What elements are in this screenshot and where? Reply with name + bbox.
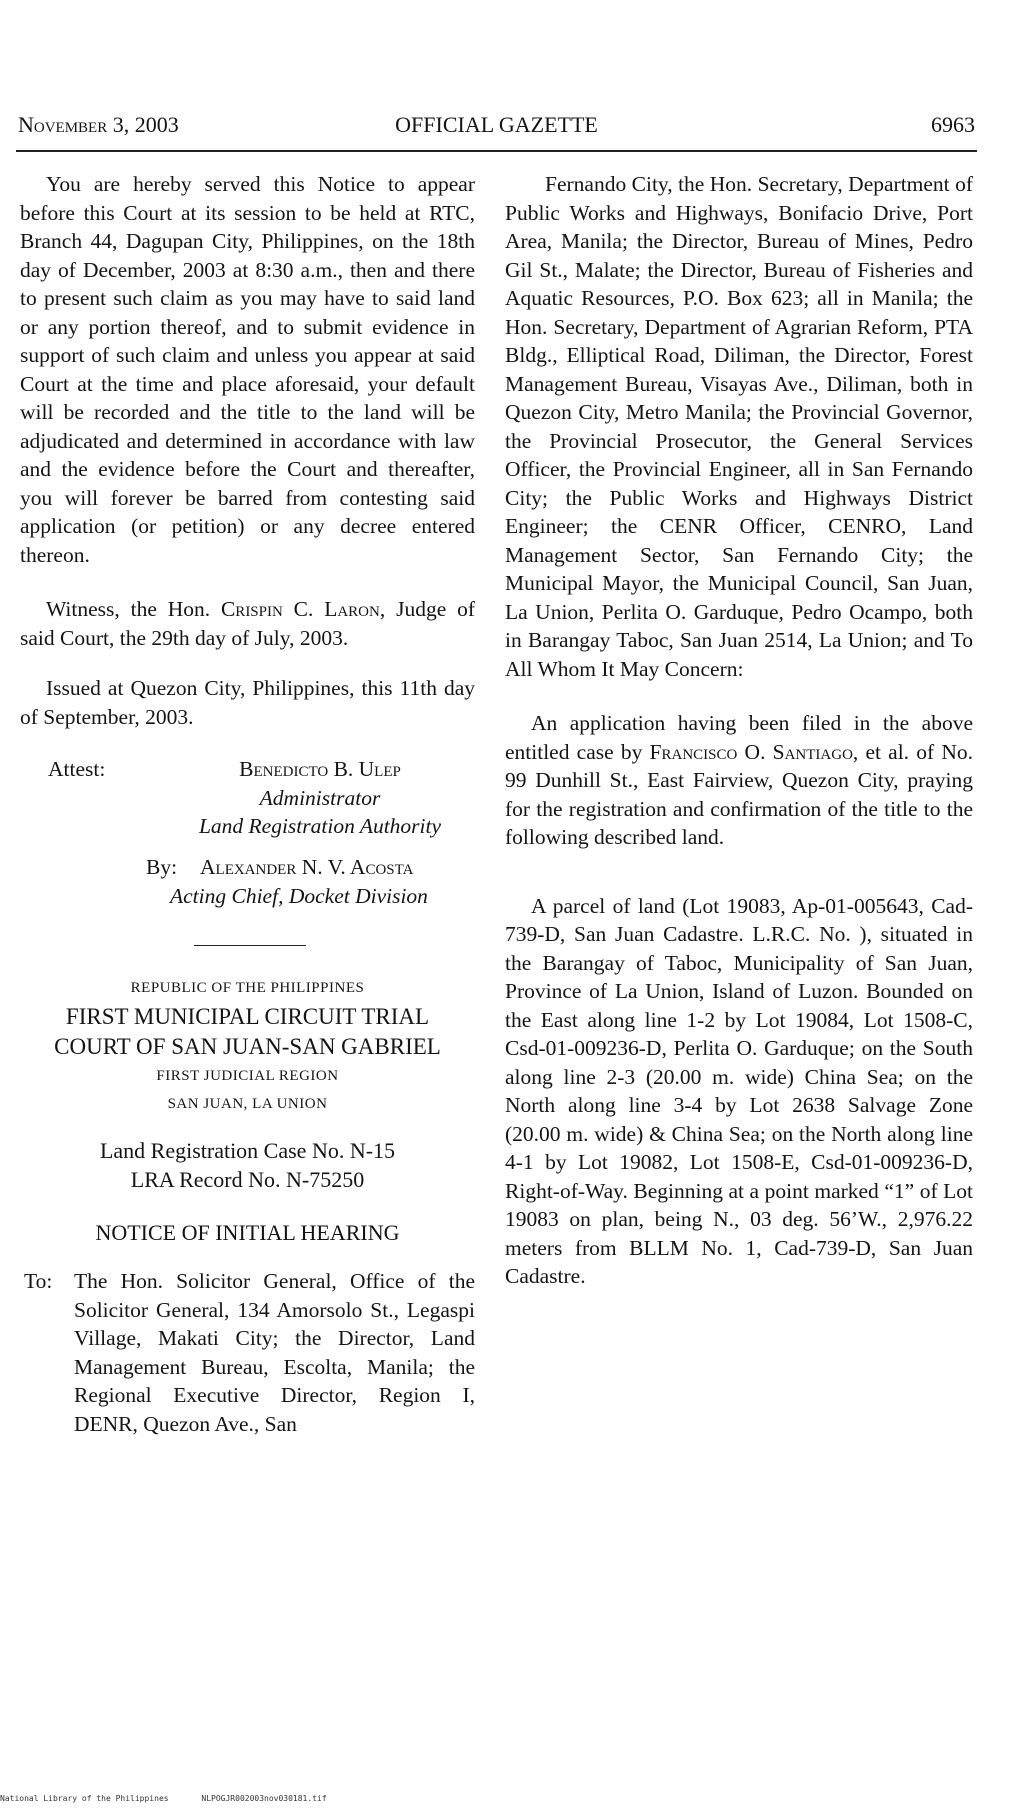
court-name-line1: FIRST MUNICIPAL CIRCUIT TRIAL <box>65 1004 430 1029</box>
docket-chief-name: Alexander N. V. Acosta <box>200 855 414 879</box>
case-number: Land Registration Case No. N-15 <box>99 1138 396 1163</box>
notice-paragraph: You are hereby served this Notice to appear before this Court at its session to be held at RTC, Branch 44, Dagupan City, Philippines, on the 18th day of December, 2003 at 8:30 a.m., then and there to present such claim as you may have to said land or any portion thereof, and to submit evidence in support of such claim and unless you appear at said Court at the time and place aforesaid, your default will be recorded and the title to the land will be adjudicated and determined in accordance with law and the evidence before the Court and thereafter, you will forever be barred from contesting said application (or petition) or any decree entered thereon. <box>20 172 475 567</box>
parcel-description: A parcel of land (Lot 19083, Ap-01-005643, Cad-739-D, San Juan Cadastre. L.R.C. No. ), situated in the Barangay of Taboc, Municipality of San Juan, Province of La Union, Island of Luzon. Bounded on the East along line 1-2 by Lot 19084, Lot 1508-C, Csd-01-009236-D, Perlita O. Garduque; on the South along line 2-3 (20.00 m. wide) China Sea; on the North along line 3-4 by Lot 2638 Salvage Zone (20.00 m. wide) & China Sea; on the North along line 4-1 by Lot 19082, Lot 1508-E, Csd-01-009236-D, Right-of-Way. Beginning at a point marked “1” of Lot 19083 on plan, being N., 03 deg. 56’W., 2,976.22 meters from BLLM No. 1, Cad-739-D, San Juan Cadastre. <box>505 893 973 1288</box>
publication-title: OFFICIAL GAZETTE <box>395 112 598 137</box>
application-paragraph: An application having been filed in the above entitled case by Francisco O. Santiago, et al. of No. 99 Dunhill St., East Fairview, Quezon City, praying for the registration and confirmation of the title to the following described land. <box>505 711 973 849</box>
administrator-title: Administrator <box>259 785 381 810</box>
republic-line: REPUBLIC OF THE PHILIPPINES <box>130 980 365 996</box>
running-header <box>18 112 975 146</box>
lra-record-number: LRA Record No. N-75250 <box>130 1167 365 1192</box>
notice-title: NOTICE OF INITIAL HEARING <box>95 1220 400 1245</box>
by-block <box>20 853 475 913</box>
to-block <box>20 1267 475 1438</box>
issued-paragraph: Issued at Quezon City, Philippines, this 11th day of September, 2003. <box>20 676 475 729</box>
attest-label: Attest: <box>48 757 106 781</box>
addressee-list-start: The Hon. Solicitor General, Office of the Solicitor General, 134 Amorsolo St., Legaspi Village, Makati City; the Director, Land Management Bureau, Escolta, Manila; the Regional Executive Director, Region I, DENR, Quezon Ave., San <box>74 1269 475 1436</box>
administrator-name: Benedicto B. Ulep <box>239 757 401 781</box>
court-name-line2: COURT OF SAN JUAN-SAN GABRIEL <box>54 1034 441 1059</box>
witness-paragraph: Witness, the Hon. Crispin C. Laron, Judge of said Court, the 29th day of July, 2003. <box>20 597 475 650</box>
applicant-name: Francisco O. Santiago <box>649 739 853 764</box>
docket-chief-title: Acting Chief, Docket Division <box>170 884 428 908</box>
page-number: 6963 <box>931 112 975 137</box>
header-rule <box>16 150 977 152</box>
library-credit: National Library of the Philippines <box>0 1794 169 1803</box>
judge-name: Crispin C. Laron <box>220 597 380 621</box>
by-label: By: <box>146 855 178 879</box>
attest-signatory <box>170 755 470 841</box>
agency-name: Land Registration Authority <box>198 814 442 838</box>
right-column <box>505 170 973 1291</box>
court-location: SAN JUAN, LA UNION <box>167 1096 328 1112</box>
judicial-region: FIRST JUDICIAL REGION <box>156 1068 339 1084</box>
addressee-list-continued: Fernando City, the Hon. Secretary, Department of Public Works and Highways, Bonifacio Drive, Port Area, Manila; the Director, Bureau of Mines, Pedro Gil St., Malate; the Director, Bureau of Fisheries and Aquatic Resources, P.O. Box 623; all in Manila; the Hon. Secretary, Department of Agrarian Reform, PTA Bldg., Elliptical Road, Diliman, the Director, Forest Management Bureau, Visayas Ave., Diliman, both in Quezon City, Metro Manila; the Provincial Governor, the Provincial Prosecutor, the General Services Officer, the Provincial Engineer, all in San Fernando City; the Public Works and Highways District Engineer; the CENR Officer, CENRO, Land Management Sector, San Fernando City; the Municipal Mayor, the Municipal Council, San Juan, La Union, Perlita O. Garduque, Pedro Ocampo, both in Barangay Taboc, San Juan 2514, La Union; and To All Whom It May Concern: <box>505 172 973 681</box>
scan-footer <box>0 1794 355 1803</box>
scan-filename: NLPOGJR002003nov030181.tif <box>201 1794 327 1803</box>
to-label: To: <box>24 1269 53 1293</box>
left-column <box>20 170 475 1438</box>
attest-block <box>20 755 475 841</box>
issue-date: November 3, 2003 <box>18 112 179 137</box>
